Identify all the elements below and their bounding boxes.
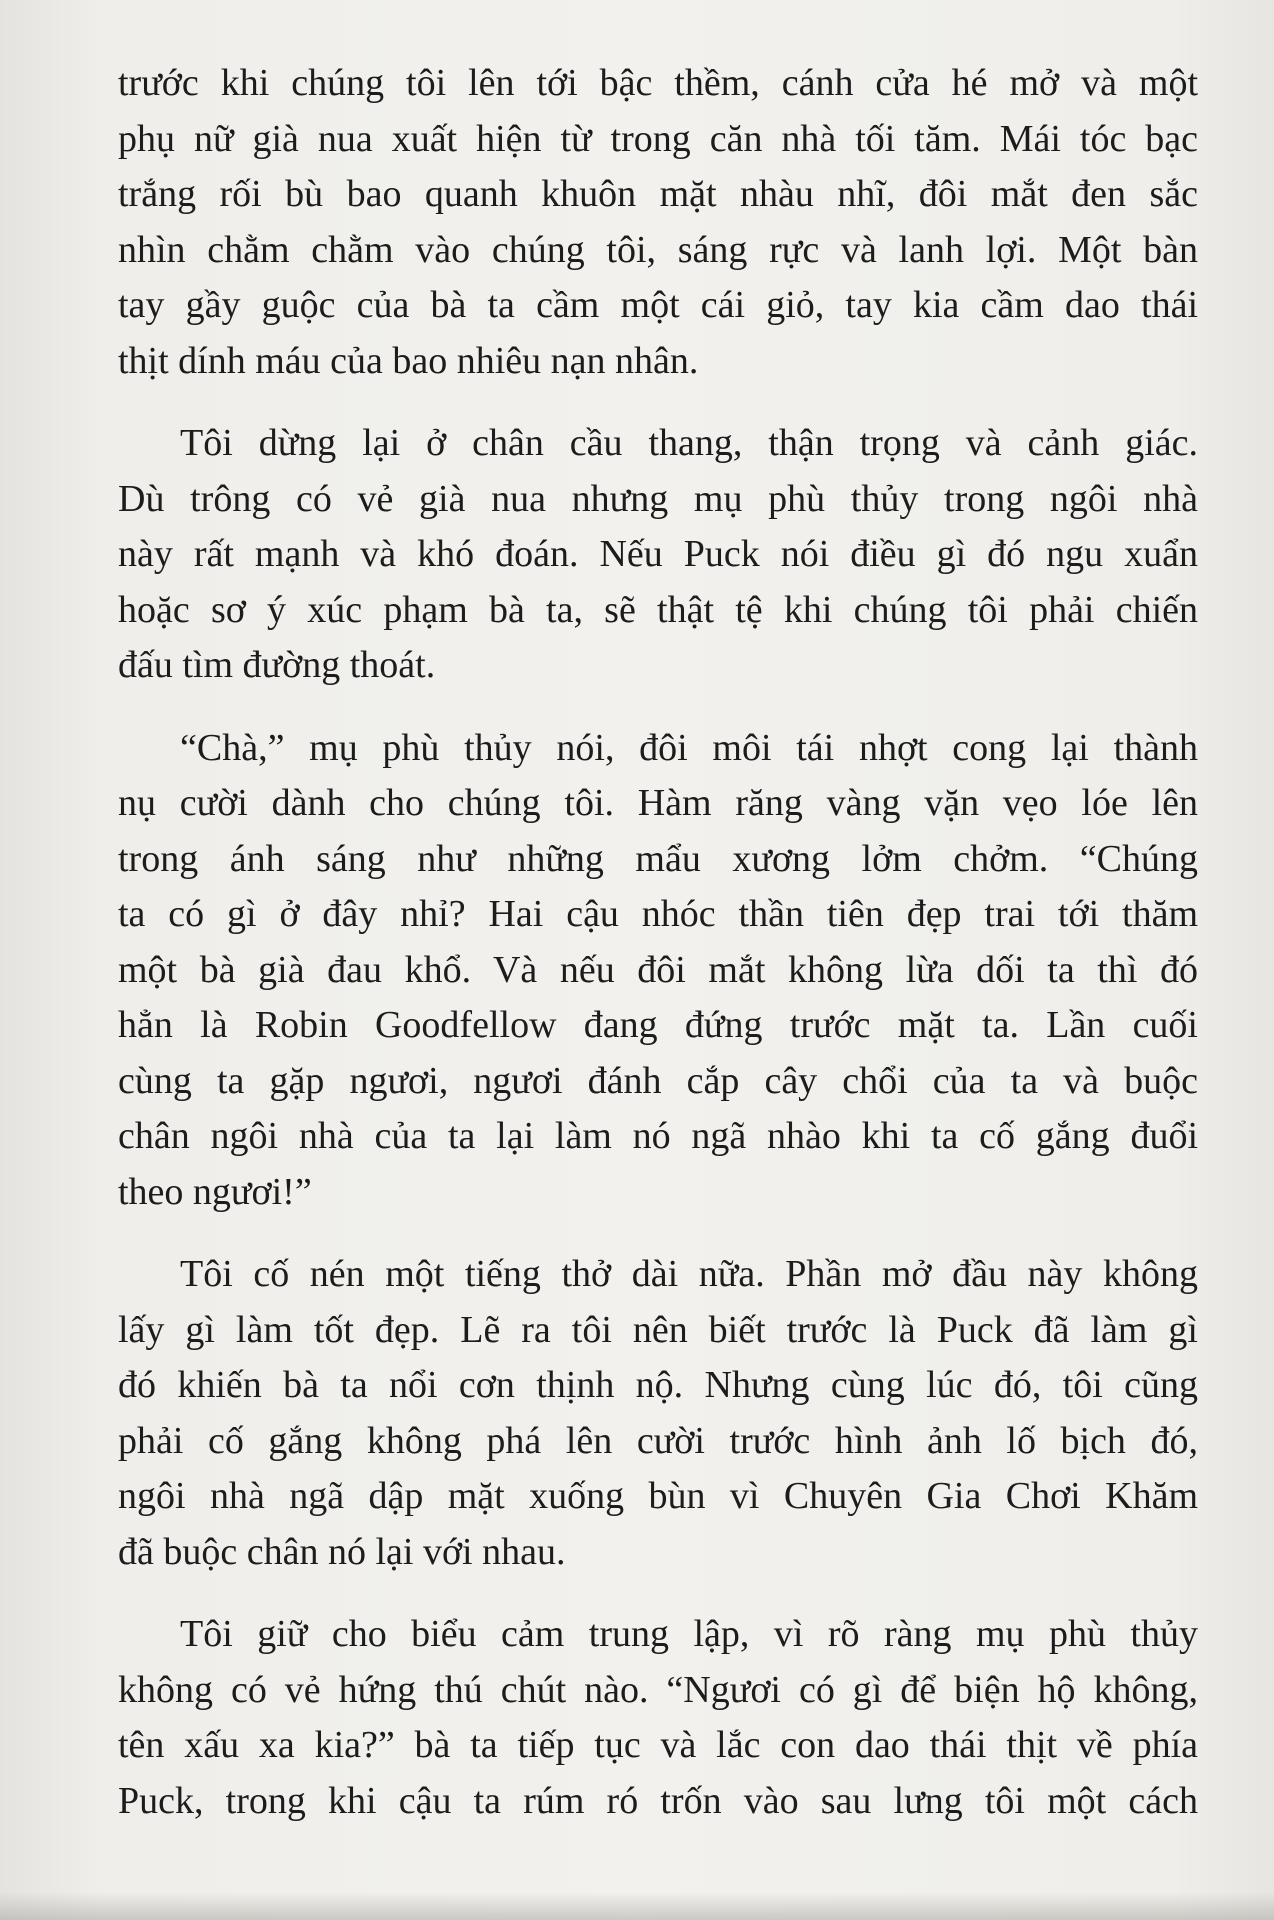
text-line: hẳn là Robin Goodfellow đang đứng trước mặt ta. Lần cuối <box>118 1004 1198 1046</box>
paragraph-4 <box>118 1247 1198 1580</box>
paragraph-1 <box>118 56 1198 389</box>
paragraph-2 <box>118 416 1198 694</box>
text-line: phụ nữ già nua xuất hiện từ trong căn nhà tối tăm. Mái tóc bạc <box>118 117 1198 160</box>
text-line: tay gầy guộc của bà ta cầm một cái giỏ, tay kia cầm dao thái <box>118 284 1198 326</box>
text-line: Tôi cố nén một tiếng thở dài nữa. Phần mở đầu này không <box>180 1253 1198 1295</box>
paragraph-5 <box>118 1607 1198 1829</box>
text-line: trong ánh sáng như những mẩu xương lởm chởm. “Chúng <box>118 837 1198 880</box>
text-line: Dù trông có vẻ già nua nhưng mụ phù thủy trong ngôi nhà <box>118 477 1198 520</box>
text-line: đấu tìm đường thoát. <box>118 644 436 686</box>
text-line: một bà già đau khổ. Và nếu đôi mắt không lừa dối ta thì đó <box>118 948 1198 991</box>
paragraph-3 <box>118 721 1198 1221</box>
text-line: chân ngôi nhà của ta lại làm nó ngã nhào khi ta cố gắng đuổi <box>118 1115 1198 1157</box>
text-line: lấy gì làm tốt đẹp. Lẽ ra tôi nên biết trước là Puck đã làm gì <box>118 1308 1198 1351</box>
text-line: Tôi giữ cho biểu cảm trung lập, vì rõ ràng mụ phù thủy <box>180 1613 1198 1655</box>
text-line: trắng rối bù bao quanh khuôn mặt nhàu nhĩ, đôi mắt đen sắc <box>118 173 1198 215</box>
text-line: thịt dính máu của bao nhiêu nạn nhân. <box>118 339 699 382</box>
text-line: nhìn chằm chằm vào chúng tôi, sáng rực và lanh lợi. Một bàn <box>118 228 1198 271</box>
text-line: ta có gì ở đây nhỉ? Hai cậu nhóc thần tiên đẹp trai tới thăm <box>118 893 1198 935</box>
text-line: trước khi chúng tôi lên tới bậc thềm, cánh cửa hé mở và một <box>118 62 1198 104</box>
text-line: này rất mạnh và khó đoán. Nếu Puck nói điều gì đó ngu xuẩn <box>118 533 1198 575</box>
text-line: ngôi nhà ngã dập mặt xuống bùn vì Chuyên Gia Chơi Khăm <box>118 1475 1198 1517</box>
text-line: hoặc sơ ý xúc phạm bà ta, sẽ thật tệ khi chúng tôi phải chiến <box>118 588 1198 631</box>
text-line: không có vẻ hứng thú chút nào. “Ngươi có gì để biện hộ không, <box>118 1668 1198 1711</box>
text-line: Tôi dừng lại ở chân cầu thang, thận trọng và cảnh giác. <box>180 422 1198 464</box>
text-line: đã buộc chân nó lại với nhau. <box>118 1530 566 1573</box>
text-line: Puck, trong khi cậu ta rúm ró trốn vào sau lưng tôi một cách <box>118 1779 1198 1822</box>
page-text <box>118 56 1198 1856</box>
text-line: tên xấu xa kia?” bà ta tiếp tục và lắc con dao thái thịt về phía <box>118 1724 1198 1766</box>
text-line: cùng ta gặp ngươi, ngươi đánh cắp cây chổi của ta và buộc <box>118 1059 1198 1102</box>
text-line: nụ cười dành cho chúng tôi. Hàm răng vàng vặn vẹo lóe lên <box>118 782 1198 824</box>
page-edge-shadow <box>0 1892 1274 1920</box>
text-line: phải cố gắng không phá lên cười trước hình ảnh lố bịch đó, <box>118 1419 1198 1462</box>
text-line: theo ngươi!” <box>118 1170 312 1213</box>
text-line: đó khiến bà ta nổi cơn thịnh nộ. Nhưng cùng lúc đó, tôi cũng <box>118 1364 1198 1406</box>
text-line: “Chà,” mụ phù thủy nói, đôi môi tái nhợt cong lại thành <box>180 726 1198 769</box>
